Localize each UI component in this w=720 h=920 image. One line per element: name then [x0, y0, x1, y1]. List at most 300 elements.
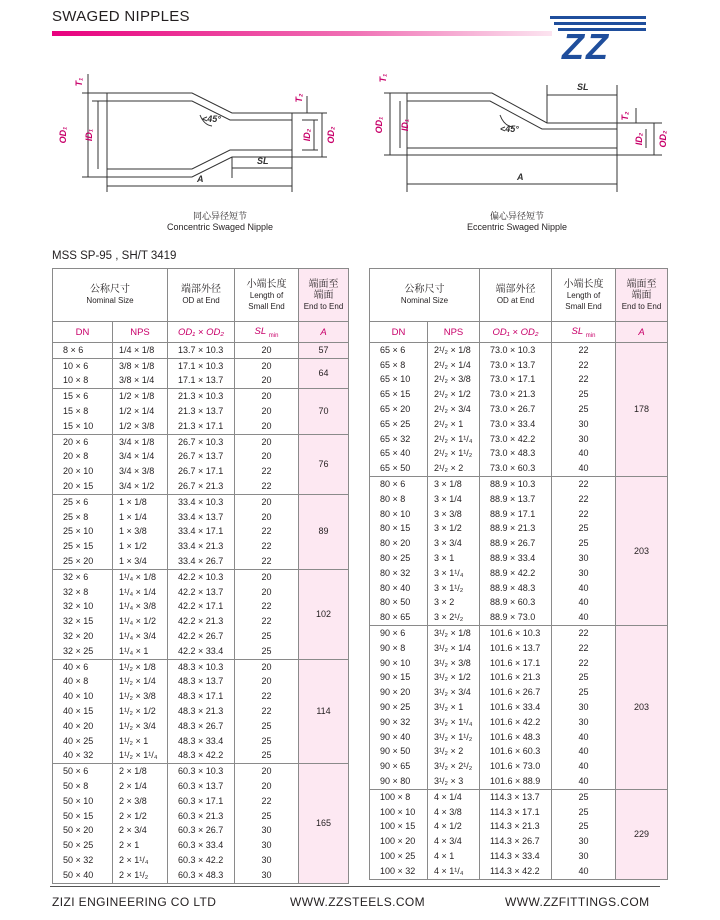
footer-company: ZIZI ENGINEERING CO LTD — [52, 895, 217, 909]
od-cell: 13.7 × 10.3 — [168, 343, 235, 359]
dn-cell: 90 × 6 — [370, 626, 428, 641]
sl-cell: 25 — [552, 402, 616, 417]
nps-cell: 1¹/₂ × 1/2 — [113, 704, 168, 719]
footer-site-1[interactable]: WWW.ZZSTEELS.COM — [290, 895, 426, 909]
nps-cell: 3¹/₂ × 1/2 — [428, 671, 480, 686]
od-cell: 26.7 × 21.3 — [168, 479, 235, 494]
dn-cell: 90 × 50 — [370, 745, 428, 760]
od-cell: 101.6 × 13.7 — [480, 641, 552, 656]
sl-cell: 22 — [235, 704, 299, 719]
dn-cell: 100 × 32 — [370, 864, 428, 879]
nps-cell: 3/8 × 1/8 — [113, 358, 168, 373]
dn-cell: 80 × 6 — [370, 477, 428, 492]
table-row — [370, 789, 668, 804]
sl-cell: 25 — [552, 685, 616, 700]
od-cell: 21.3 × 13.7 — [168, 404, 235, 419]
sl-cell: 30 — [235, 838, 299, 853]
nps-cell: 3 × 1¹/₂ — [428, 581, 480, 596]
footer-site-2[interactable]: WWW.ZZFITTINGS.COM — [505, 895, 650, 909]
end-to-end-cell: 114 — [299, 659, 349, 764]
sl-cell: 20 — [235, 450, 299, 465]
concentric-caption: 同心异径短节 Concentric Swaged Nipple — [166, 211, 274, 232]
nps-cell: 3 × 1 — [428, 551, 480, 566]
nps-cell: 3/4 × 1/2 — [113, 479, 168, 494]
dn-cell: 40 × 25 — [53, 734, 113, 749]
dn-cell: 15 × 6 — [53, 389, 113, 404]
table-row — [53, 659, 349, 674]
sl-cell: 25 — [235, 809, 299, 824]
nps-subheader: NPS — [428, 322, 480, 343]
dn-cell: 10 × 8 — [53, 374, 113, 389]
dn-cell: 40 × 15 — [53, 704, 113, 719]
standard-label: MSS SP-95 , SH/T 3419 — [52, 250, 177, 262]
end-to-end-cell: 102 — [299, 569, 349, 659]
nps-cell: 1¹/₂ × 1/4 — [113, 675, 168, 690]
od-cell: 88.9 × 17.1 — [480, 507, 552, 522]
logo-text: ZZ — [562, 26, 610, 62]
angle-label: <45° — [202, 114, 221, 124]
a-label: A — [197, 174, 204, 184]
dn-cell: 50 × 8 — [53, 779, 113, 794]
od-cell: 88.9 × 21.3 — [480, 522, 552, 537]
od-cell: 73.0 × 48.3 — [480, 447, 552, 462]
dn-cell: 100 × 10 — [370, 805, 428, 820]
sl-cell: 22 — [552, 343, 616, 358]
nps-cell: 1/4 × 1/8 — [113, 343, 168, 359]
title-underline — [52, 31, 552, 36]
nps-cell: 2¹/₂ × 1/4 — [428, 358, 480, 373]
sl-cell: 40 — [552, 774, 616, 789]
sl-cell: 22 — [552, 656, 616, 671]
dn-cell: 40 × 6 — [53, 659, 113, 674]
nps-cell: 3 × 1¹/₄ — [428, 566, 480, 581]
nps-cell: 2¹/₂ × 1¹/₄ — [428, 432, 480, 447]
od-cell: 114.3 × 21.3 — [480, 820, 552, 835]
table-row — [53, 569, 349, 584]
zz-logo-icon — [548, 12, 648, 62]
dn-cell: 80 × 8 — [370, 492, 428, 507]
nps-cell: 3 × 2 — [428, 596, 480, 611]
sl-cell: 20 — [235, 389, 299, 404]
end-to-end-cell: 57 — [299, 343, 349, 359]
od-cell: 48.3 × 17.1 — [168, 689, 235, 704]
nps-cell: 4 × 1/2 — [428, 820, 480, 835]
nps-cell: 1¹/₄ × 3/4 — [113, 629, 168, 644]
od-cell: 60.3 × 21.3 — [168, 809, 235, 824]
dn-cell: 80 × 15 — [370, 522, 428, 537]
dn-cell: 80 × 50 — [370, 596, 428, 611]
od-cell: 101.6 × 88.9 — [480, 774, 552, 789]
dn-cell: 80 × 65 — [370, 610, 428, 625]
dn-cell: 10 × 6 — [53, 358, 113, 373]
dn-cell: 90 × 20 — [370, 685, 428, 700]
dn-cell: 8 × 6 — [53, 343, 113, 359]
nps-cell: 2¹/₂ × 2 — [428, 461, 480, 476]
dn-cell: 65 × 50 — [370, 461, 428, 476]
sl-cell: 25 — [235, 734, 299, 749]
dn-cell: 25 × 10 — [53, 525, 113, 540]
table-row — [53, 389, 349, 404]
sl-cell: 25 — [552, 820, 616, 835]
od-cell: 73.0 × 13.7 — [480, 358, 552, 373]
nps-cell: 3/4 × 3/8 — [113, 464, 168, 479]
sl-cell: 30 — [552, 849, 616, 864]
od-cell: 88.9 × 13.7 — [480, 492, 552, 507]
spec-table-left — [52, 268, 349, 884]
sl-cell: 25 — [552, 536, 616, 551]
od1-label: OD₁ — [374, 116, 384, 134]
od2-label: OD₂ — [326, 126, 336, 144]
dn-cell: 65 × 40 — [370, 447, 428, 462]
dn-cell: 50 × 10 — [53, 794, 113, 809]
nps-cell: 1 × 1/8 — [113, 494, 168, 509]
sl-cell: 22 — [235, 794, 299, 809]
dn-cell: 40 × 20 — [53, 719, 113, 734]
dn-cell: 15 × 10 — [53, 419, 113, 434]
nps-cell: 3¹/₂ × 1/4 — [428, 641, 480, 656]
od-subheader: OD₁ × OD₂ — [480, 322, 552, 343]
dn-cell: 25 × 8 — [53, 510, 113, 525]
nps-cell: 1¹/₂ × 1¹/₄ — [113, 749, 168, 764]
sl-label: SL — [577, 82, 589, 92]
nps-cell: 3¹/₂ × 2 — [428, 745, 480, 760]
sl-cell: 30 — [552, 417, 616, 432]
nps-cell: 1¹/₂ × 3/8 — [113, 689, 168, 704]
a-subheader: A — [299, 322, 349, 343]
nps-cell: 1¹/₂ × 3/4 — [113, 719, 168, 734]
od-cell: 88.9 × 26.7 — [480, 536, 552, 551]
table-row — [53, 494, 349, 509]
od-cell: 73.0 × 26.7 — [480, 402, 552, 417]
nps-cell: 3/8 × 1/4 — [113, 374, 168, 389]
t2-label: T₂ — [620, 111, 630, 121]
sl-cell: 20 — [235, 659, 299, 674]
od-cell: 101.6 × 17.1 — [480, 656, 552, 671]
sl-cell: 40 — [552, 581, 616, 596]
sl-cell: 20 — [235, 585, 299, 600]
sl-cell: 22 — [235, 614, 299, 629]
sl-cell: 20 — [235, 374, 299, 389]
nps-cell: 4 × 1¹/₄ — [428, 864, 480, 879]
od-cell: 101.6 × 21.3 — [480, 671, 552, 686]
od-cell: 48.3 × 10.3 — [168, 659, 235, 674]
sl-cell: 22 — [235, 600, 299, 615]
sl-cell: 30 — [235, 824, 299, 839]
nps-cell: 1/2 × 1/4 — [113, 404, 168, 419]
sl-cell: 40 — [552, 864, 616, 879]
eccentric-diagram — [372, 60, 672, 195]
nps-cell: 1 × 1/4 — [113, 510, 168, 525]
sl-cell: 25 — [235, 749, 299, 764]
dn-cell: 32 × 15 — [53, 614, 113, 629]
dn-cell: 40 × 8 — [53, 675, 113, 690]
nps-cell: 1¹/₂ × 1/8 — [113, 659, 168, 674]
sl-cell: 20 — [235, 510, 299, 525]
od-cell: 73.0 × 33.4 — [480, 417, 552, 432]
sl-cell: 40 — [552, 461, 616, 476]
dn-cell: 50 × 6 — [53, 764, 113, 779]
sl-cell: 20 — [235, 779, 299, 794]
end-to-end-cell: 203 — [616, 626, 668, 790]
dn-cell: 32 × 6 — [53, 569, 113, 584]
table-row — [53, 358, 349, 373]
dn-cell: 20 × 8 — [53, 450, 113, 465]
od-cell: 101.6 × 10.3 — [480, 626, 552, 641]
sl-cell: 25 — [552, 789, 616, 804]
dn-cell: 90 × 10 — [370, 656, 428, 671]
dn-cell: 32 × 10 — [53, 600, 113, 615]
dn-cell: 90 × 8 — [370, 641, 428, 656]
nps-cell: 2¹/₂ × 1/8 — [428, 343, 480, 358]
sl-cell: 30 — [552, 700, 616, 715]
od-cell: 73.0 × 21.3 — [480, 387, 552, 402]
nps-cell: 4 × 3/8 — [428, 805, 480, 820]
sl-cell: 40 — [552, 596, 616, 611]
od-cell: 26.7 × 10.3 — [168, 434, 235, 449]
dn-cell: 90 × 25 — [370, 700, 428, 715]
dn-cell: 50 × 15 — [53, 809, 113, 824]
sl-cell: 20 — [235, 358, 299, 373]
table-row — [53, 343, 349, 359]
dn-cell: 32 × 25 — [53, 644, 113, 659]
id2-label: ID₂ — [634, 132, 644, 146]
dn-cell: 40 × 10 — [53, 689, 113, 704]
dn-cell: 50 × 25 — [53, 838, 113, 853]
end-to-end-cell: 229 — [616, 789, 668, 879]
od-cell: 114.3 × 17.1 — [480, 805, 552, 820]
nps-cell: 2 × 1/8 — [113, 764, 168, 779]
od-cell: 60.3 × 33.4 — [168, 838, 235, 853]
sl-cell: 22 — [552, 641, 616, 656]
sl-cell: 20 — [235, 419, 299, 434]
a-subheader: A — [616, 322, 668, 343]
dn-cell: 15 × 8 — [53, 404, 113, 419]
od-cell: 33.4 × 21.3 — [168, 539, 235, 554]
od-cell: 42.2 × 26.7 — [168, 629, 235, 644]
dn-cell: 32 × 8 — [53, 585, 113, 600]
dn-cell: 100 × 25 — [370, 849, 428, 864]
dn-cell: 65 × 6 — [370, 343, 428, 358]
sl-cell: 22 — [235, 479, 299, 494]
end-to-end-cell: 165 — [299, 764, 349, 883]
sl-cell: 25 — [235, 644, 299, 659]
od-cell: 60.3 × 10.3 — [168, 764, 235, 779]
nps-cell: 1/2 × 1/8 — [113, 389, 168, 404]
od-cell: 48.3 × 13.7 — [168, 675, 235, 690]
od-cell: 48.3 × 42.2 — [168, 749, 235, 764]
od-header: 端部外径 OD at End — [168, 269, 235, 322]
nps-cell: 3/4 × 1/8 — [113, 434, 168, 449]
nps-cell: 3¹/₂ × 1¹/₂ — [428, 730, 480, 745]
sl-label: SL — [257, 156, 269, 166]
sl-header: 小端长度 Length of Small End — [235, 269, 299, 322]
od-cell: 42.2 × 33.4 — [168, 644, 235, 659]
dn-cell: 20 × 6 — [53, 434, 113, 449]
od-cell: 33.4 × 26.7 — [168, 554, 235, 569]
dn-cell: 65 × 20 — [370, 402, 428, 417]
spec-table-right — [369, 268, 668, 880]
dn-cell: 90 × 32 — [370, 715, 428, 730]
nps-cell: 4 × 3/4 — [428, 834, 480, 849]
t1-label: T₁ — [378, 73, 388, 83]
sl-subheader: SL $_{min}$ — [235, 322, 299, 343]
sl-cell: 20 — [235, 764, 299, 779]
od-cell: 60.3 × 26.7 — [168, 824, 235, 839]
dn-cell: 65 × 25 — [370, 417, 428, 432]
dn-cell: 65 × 15 — [370, 387, 428, 402]
sl-cell: 40 — [552, 759, 616, 774]
od-cell: 48.3 × 21.3 — [168, 704, 235, 719]
nps-cell: 3 × 1/8 — [428, 477, 480, 492]
end-to-end-cell: 203 — [616, 477, 668, 626]
nps-cell: 1¹/₄ × 1 — [113, 644, 168, 659]
sl-cell: 30 — [552, 715, 616, 730]
sl-cell: 22 — [552, 507, 616, 522]
a-header: 端面至 端面 End to End — [299, 269, 349, 322]
nps-cell: 1¹/₄ × 1/8 — [113, 569, 168, 584]
sl-cell: 40 — [552, 730, 616, 745]
table-row — [370, 626, 668, 641]
dn-cell: 80 × 32 — [370, 566, 428, 581]
nps-cell: 3 × 3/4 — [428, 536, 480, 551]
nominal-size-header: 公称尺寸 Nominal Size — [53, 269, 168, 322]
od-cell: 88.9 × 10.3 — [480, 477, 552, 492]
sl-cell: 30 — [552, 834, 616, 849]
nps-cell: 1¹/₄ × 1/4 — [113, 585, 168, 600]
od-cell: 73.0 × 42.2 — [480, 432, 552, 447]
sl-cell: 30 — [552, 566, 616, 581]
sl-cell: 20 — [235, 675, 299, 690]
end-to-end-cell: 89 — [299, 494, 349, 569]
od-cell: 114.3 × 42.2 — [480, 864, 552, 879]
nps-cell: 2 × 3/8 — [113, 794, 168, 809]
sl-cell: 25 — [552, 387, 616, 402]
table-row — [370, 477, 668, 492]
table-row — [53, 764, 349, 779]
dn-cell: 50 × 40 — [53, 868, 113, 883]
sl-cell: 40 — [552, 447, 616, 462]
nps-cell: 1 × 1/2 — [113, 539, 168, 554]
nps-cell: 2¹/₂ × 1¹/₂ — [428, 447, 480, 462]
nps-cell: 1¹/₄ × 1/2 — [113, 614, 168, 629]
od-cell: 48.3 × 33.4 — [168, 734, 235, 749]
sl-cell: 20 — [235, 494, 299, 509]
dn-subheader: DN — [370, 322, 428, 343]
nps-cell: 3 × 3/8 — [428, 507, 480, 522]
dn-cell: 25 × 15 — [53, 539, 113, 554]
t1-label: T₁ — [74, 77, 84, 87]
sl-cell: 40 — [552, 610, 616, 625]
nps-cell: 4 × 1 — [428, 849, 480, 864]
sl-cell: 22 — [235, 689, 299, 704]
dn-subheader: DN — [53, 322, 113, 343]
nps-cell: 2 × 3/4 — [113, 824, 168, 839]
nps-cell: 3¹/₂ × 1¹/₄ — [428, 715, 480, 730]
od-cell: 42.2 × 21.3 — [168, 614, 235, 629]
od-cell: 26.7 × 13.7 — [168, 450, 235, 465]
nps-cell: 3¹/₂ × 2¹/₂ — [428, 759, 480, 774]
nps-cell: 3¹/₂ × 3 — [428, 774, 480, 789]
dn-cell: 32 × 20 — [53, 629, 113, 644]
a-header: 端面至 端面 End to End — [616, 269, 668, 322]
a-label: A — [517, 172, 524, 182]
nps-cell: 1¹/₄ × 3/8 — [113, 600, 168, 615]
od-cell: 88.9 × 48.3 — [480, 581, 552, 596]
angle-label: <45° — [500, 124, 519, 134]
od-cell: 88.9 × 33.4 — [480, 551, 552, 566]
nps-cell: 2 × 1/4 — [113, 779, 168, 794]
sl-cell: 22 — [235, 464, 299, 479]
od-cell: 114.3 × 33.4 — [480, 849, 552, 864]
od-cell: 73.0 × 17.1 — [480, 373, 552, 388]
od-cell: 101.6 × 48.3 — [480, 730, 552, 745]
sl-cell: 20 — [235, 343, 299, 359]
od-cell: 42.2 × 10.3 — [168, 569, 235, 584]
od-cell: 48.3 × 26.7 — [168, 719, 235, 734]
sl-cell: 22 — [235, 525, 299, 540]
od-subheader: OD₁ × OD₂ — [168, 322, 235, 343]
end-to-end-cell: 70 — [299, 389, 349, 434]
nps-cell: 2¹/₂ × 3/8 — [428, 373, 480, 388]
od-cell: 26.7 × 17.1 — [168, 464, 235, 479]
od-cell: 101.6 × 26.7 — [480, 685, 552, 700]
od-cell: 42.2 × 13.7 — [168, 585, 235, 600]
sl-cell: 30 — [552, 551, 616, 566]
od-cell: 60.3 × 17.1 — [168, 794, 235, 809]
sl-cell: 30 — [552, 432, 616, 447]
dn-cell: 90 × 65 — [370, 759, 428, 774]
sl-cell: 22 — [552, 358, 616, 373]
nps-cell: 2 × 1¹/₄ — [113, 853, 168, 868]
od-cell: 42.2 × 17.1 — [168, 600, 235, 615]
table-row — [53, 434, 349, 449]
dn-cell: 20 × 15 — [53, 479, 113, 494]
od-cell: 73.0 × 10.3 — [480, 343, 552, 358]
nps-cell: 3 × 2¹/₂ — [428, 610, 480, 625]
sl-cell: 40 — [552, 745, 616, 760]
eccentric-caption: 偏心异径短节 Eccentric Swaged Nipple — [466, 211, 568, 232]
nps-cell: 2¹/₂ × 3/4 — [428, 402, 480, 417]
dn-cell: 100 × 15 — [370, 820, 428, 835]
footer-divider — [50, 886, 660, 887]
nominal-size-header: 公称尺寸 Nominal Size — [370, 269, 480, 322]
od-cell: 114.3 × 13.7 — [480, 789, 552, 804]
dn-cell: 100 × 20 — [370, 834, 428, 849]
dn-cell: 80 × 25 — [370, 551, 428, 566]
dn-cell: 25 × 20 — [53, 554, 113, 569]
nps-cell: 3/4 × 1/4 — [113, 450, 168, 465]
sl-cell: 22 — [235, 554, 299, 569]
dn-cell: 65 × 32 — [370, 432, 428, 447]
dn-cell: 65 × 10 — [370, 373, 428, 388]
nps-cell: 2¹/₂ × 1 — [428, 417, 480, 432]
sl-cell: 22 — [552, 626, 616, 641]
sl-cell: 20 — [235, 434, 299, 449]
od-cell: 60.3 × 13.7 — [168, 779, 235, 794]
od-cell: 101.6 × 73.0 — [480, 759, 552, 774]
dn-cell: 80 × 40 — [370, 581, 428, 596]
concentric-diagram — [52, 60, 342, 195]
page-title: SWAGED NIPPLES — [52, 8, 190, 25]
sl-cell: 20 — [235, 404, 299, 419]
nps-cell: 3¹/₂ × 3/8 — [428, 656, 480, 671]
sl-cell: 22 — [235, 539, 299, 554]
nps-cell: 2 × 1 — [113, 838, 168, 853]
od-cell: 33.4 × 17.1 — [168, 525, 235, 540]
nps-subheader: NPS — [113, 322, 168, 343]
od-cell: 73.0 × 60.3 — [480, 461, 552, 476]
dn-cell: 90 × 80 — [370, 774, 428, 789]
